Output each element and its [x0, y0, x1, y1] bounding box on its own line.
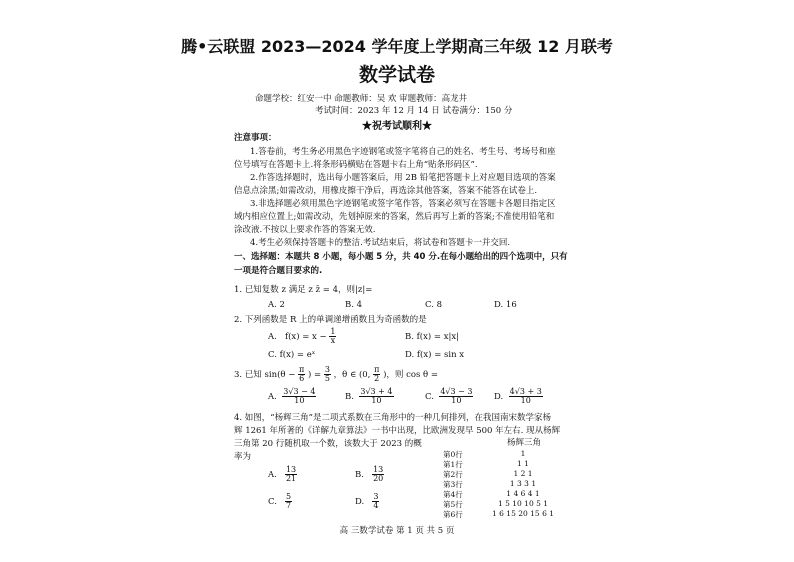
exam-info: 考试时间：2023 年 12 月 14 日 试卷满分：150 分	[315, 106, 513, 116]
note-line: 域内相应位置上;如需改动，先划掉原来的答案，然后再写上新的答案;不准使用铅笔和	[234, 212, 555, 222]
note-line: 1.答卷前，考生务必用黑色字迹钢笔或签字笔将自己的姓名、考生号、考场号和座	[250, 147, 556, 157]
page-footer: 高 三数学试卷 第 1 页 共 5 页	[339, 526, 455, 536]
q1-option-a: A. 2	[268, 300, 285, 310]
q2-option-a	[268, 328, 336, 345]
question-1-stem: 1. 已知复数 z 满足 z z̄ = 4，则|z|=	[234, 285, 373, 295]
q2-option-c: C. f(x) = eˣ	[268, 350, 316, 360]
triangle-row-label: 第2行	[443, 470, 463, 479]
question-4-line: 4. 如图，“杨辉三角”是二项式系数在三角形中的一种几何排列，在我国南宋数学家杨	[234, 413, 552, 423]
q3-option-a: A. $\frac{3√3 - 4}{10}$	[268, 387, 316, 405]
triangle-title: 杨辉三角	[507, 438, 542, 448]
triangle-row-values: 1 2 1	[513, 469, 533, 478]
triangle-row-label: 第4行	[443, 490, 463, 499]
question-4-line: 率为	[234, 452, 252, 462]
q2-a-label: A.	[268, 332, 277, 342]
q4-option-b: B. $\frac{13}{20}$	[355, 465, 384, 483]
triangle-row-values: 1 5 10 10 5 1	[497, 499, 549, 508]
good-luck-banner: ★祝考试顺利★	[362, 121, 432, 132]
triangle-row-label: 第3行	[443, 480, 463, 489]
author-info: 命题学校：红安一中 命题教师：吴 欢 审题教师：高龙井	[255, 94, 468, 104]
q3-option-c: C. $\frac{4√3 - 3}{10}$	[425, 387, 473, 405]
notes-heading: 注意事项：	[234, 133, 277, 143]
triangle-row-values: 1 1	[517, 459, 529, 468]
note-line: 2.作答选择题时，选出每小题答案后，用 2B 铅笔把答题卡上对应题目选项的答案	[250, 173, 556, 183]
triangle-row-label: 第1行	[443, 460, 463, 469]
q2-option-b: B. f(x) = x|x|	[405, 332, 460, 342]
question-4-line: 三角第 20 行随机取一个数，该数大于 2023 的概	[234, 439, 422, 449]
triangle-row-label: 第5行	[443, 500, 463, 509]
triangle-row-values: 1 3 3 1	[509, 479, 537, 488]
q3-option-d: D. $\frac{4√3 + 3}{10}$	[494, 387, 542, 405]
note-line: 位号填写在答题卡上.将条形码横贴在答题卡右上角“贴条形码区”.	[234, 160, 478, 170]
question-3-stem: 3. 已知 sin(θ − $\frac{\pi}{6}$ ) = $\frac{3}{5}$ ，θ ∈ (0, $\frac{\pi}{2}$ )，则 cos θ =	[234, 365, 438, 383]
note-line: 信息点涂黑;如需改动，用橡皮擦干净后，再选涂其他答案，答案不能答在试卷上.	[234, 186, 538, 196]
q1-option-d: D. 16	[494, 300, 517, 310]
question-4-line: 辉 1261 年所著的《详解九章算法》一书中出现，比欧洲发现早 500 年左右. 现从杨辉	[234, 426, 561, 436]
q1-option-b: B. 4	[345, 300, 363, 310]
q2-option-d: D. f(x) = sin x	[405, 350, 465, 360]
section-heading: 一、选择题：本题共 8 小题，每小题 5 分，共 40 分.在每小题给出的四个选项中，只有	[234, 252, 568, 262]
note-line: 4.考生必须保持答题卡的整洁.考试结束后，将试卷和答题卡一并交回.	[250, 238, 511, 248]
triangle-row-values: 1	[520, 449, 526, 458]
note-line: 3.非选择题必须用黑色字迹钢笔或签字笔作答，答案必须写在答题卡各题目指定区	[250, 199, 556, 209]
q3-option-b: B. $\frac{3√3 + 4}{10}$	[345, 387, 393, 405]
section-heading-cont: 一项是符合题目要求的.	[234, 266, 323, 276]
q4-option-c: C. $\frac{5}{7}$	[268, 492, 292, 510]
question-2-stem: 2. 下列函数是 R 上的单调递增函数且为奇函数的是	[234, 315, 427, 325]
q4-option-a: A. $\frac{13}{21}$	[268, 465, 297, 483]
q1-option-c: C. 8	[425, 300, 443, 310]
q4-option-d: D. $\frac{3}{4}$	[355, 492, 379, 510]
exam-title: 腾•云联盟 2023—2024 学年度上学期高三年级 12 月联考	[181, 37, 613, 56]
subject-title: 数学试卷	[358, 64, 435, 86]
note-line: 涂改液.不按以上要求作答的答案无效.	[234, 225, 376, 235]
triangle-row-label: 第0行	[443, 450, 463, 459]
q2-a-fraction: $\frac{1}{x}$	[330, 327, 336, 345]
triangle-row-values: 1 4 6 4 1	[506, 489, 540, 498]
triangle-row-values: 1 6 15 20 15 6 1	[491, 509, 555, 518]
triangle-row-label: 第6行	[443, 510, 463, 519]
q2-a-expr: f(x) = x −	[284, 332, 327, 342]
